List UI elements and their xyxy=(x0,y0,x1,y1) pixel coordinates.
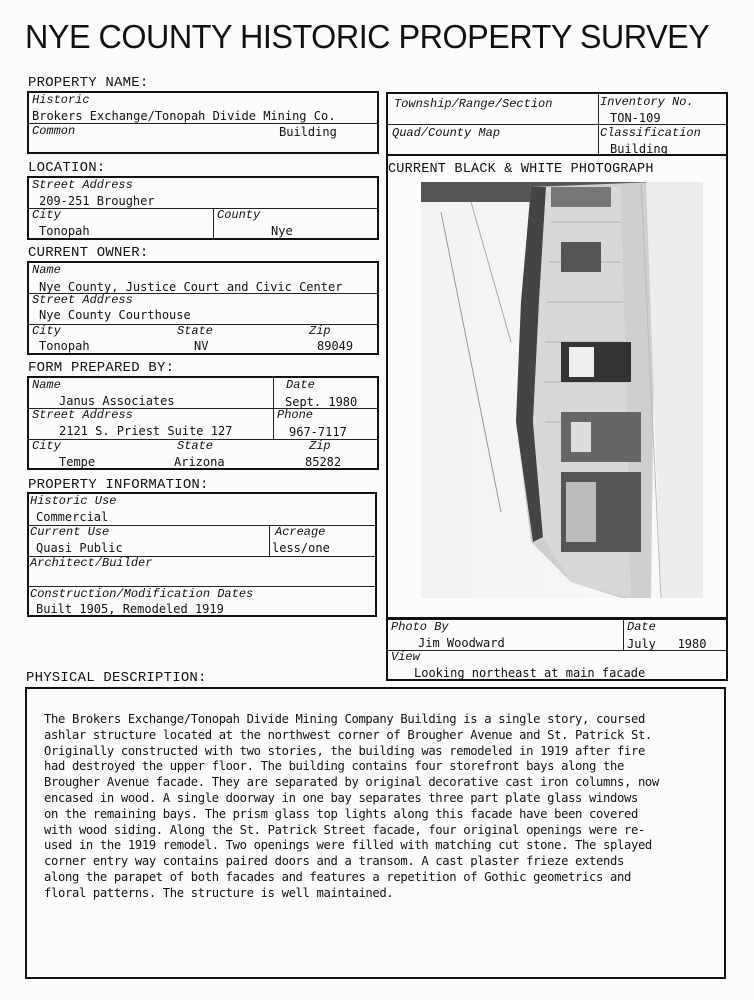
prepared-date-value: Sept. 1980 xyxy=(285,395,358,409)
owner-city-value: Tonopah xyxy=(39,339,90,353)
preparer-state-value: Arizona xyxy=(174,455,225,469)
location-heading: LOCATION: xyxy=(28,160,106,176)
historic-use-label: Historic Use xyxy=(30,494,117,508)
photo-date-label: Date xyxy=(627,620,656,634)
current-use-label: Current Use xyxy=(30,525,110,539)
location-box xyxy=(27,176,379,240)
quad-map-label: Quad/County Map xyxy=(392,126,501,140)
construction-dates-label: Construction/Modification Dates xyxy=(30,587,254,601)
city-value: Tonopah xyxy=(39,224,90,238)
preparer-zip-value: 85282 xyxy=(305,455,342,469)
preparer-city-value: Tempe xyxy=(59,455,96,469)
architect-label: Architect/Builder xyxy=(30,556,153,570)
property-name-box xyxy=(27,91,379,154)
preparer-zip-label: Zip xyxy=(309,439,331,453)
inventory-value: TON-109 xyxy=(610,111,661,125)
photograph-heading: CURRENT BLACK & WHITE PHOTOGRAPH xyxy=(388,162,654,177)
owner-name-label: Name xyxy=(32,263,61,277)
street-label: Street Address xyxy=(32,178,133,192)
photograph-box xyxy=(386,154,728,619)
preparer-name-value: Janus Associates xyxy=(59,394,175,408)
phone-label: Phone xyxy=(277,408,314,422)
property-info-heading: PROPERTY INFORMATION: xyxy=(28,477,209,493)
view-value: Looking northeast at main facade xyxy=(414,666,646,680)
preparer-state-label: State xyxy=(177,439,214,453)
owner-name-value: Nye County, Justice Court and Civic Center xyxy=(39,280,343,294)
owner-street-label: Street Address xyxy=(32,293,133,307)
inventory-label: Inventory No. xyxy=(600,95,694,109)
owner-box xyxy=(27,261,379,355)
view-label: View xyxy=(391,650,420,664)
photo-by-label: Photo By xyxy=(391,620,449,634)
owner-zip-label: Zip xyxy=(309,324,331,338)
preparer-street-label: Street Address xyxy=(32,408,133,422)
historic-name-value: Brokers Exchange/Tonopah Divide Mining Co. xyxy=(32,109,336,123)
property-info-box xyxy=(27,492,377,617)
street-value: 209-251 Brougher xyxy=(39,194,155,208)
owner-city-label: City xyxy=(32,324,61,338)
photo-date-value: July 1980 xyxy=(627,637,707,651)
phone-value: 967-7117 xyxy=(289,425,347,439)
acreage-value: less/one xyxy=(272,541,330,555)
physical-description-text: The Brokers Exchange/Tonopah Divide Mining Company Building is a single story, coursed ashlar structure located at the northwest corner of Brougher Avenue and St. Patrick St. Originally constructed with two stories, the building was remodeled in 1919 after fire had destroyed the upper floor. The building contains four storefront bays along the Brougher Avenue facade. They are separated by original decorative cast iron columns, now encased in wood. A single doorway in one bay separates three part plate glass windows on the remaining bays. The prism glass top lights along this facade have been covered with wood siding. Along the St. Patrick Street facade, four original openings were re- used in the 1919 remodel. Two openings were filled with matching cut stone. The splayed corner entry way contains paired doors and a transom. A cast plaster frieze extends along the parapet of both facades and features a repetition of Gothic geometrics and floral patterns. The structure is well maintained. xyxy=(44,712,659,900)
historic-label: Historic xyxy=(32,93,90,107)
owner-zip-value: 89049 xyxy=(317,339,354,353)
preparer-city-label: City xyxy=(32,439,61,453)
classification-label: Classification xyxy=(600,126,701,140)
common-name-value: Building xyxy=(279,125,337,139)
construction-dates-value: Built 1905, Remodeled 1919 xyxy=(36,602,224,616)
acreage-label: Acreage xyxy=(275,525,326,539)
preparer-street-value: 2121 S. Priest Suite 127 xyxy=(59,424,233,438)
city-label: City xyxy=(32,208,61,222)
prepared-by-heading: FORM PREPARED BY: xyxy=(28,360,175,376)
physical-description-heading: PHYSICAL DESCRIPTION: xyxy=(26,670,207,686)
preparer-name-label: Name xyxy=(32,378,61,392)
property-name-heading: PROPERTY NAME: xyxy=(28,75,149,91)
county-label: County xyxy=(217,208,261,222)
building-photograph xyxy=(421,182,703,598)
photo-by-value: Jim Woodward xyxy=(418,636,505,650)
prepared-by-box xyxy=(27,376,379,470)
current-use-value: Quasi Public xyxy=(36,541,123,555)
owner-street-value: Nye County Courthouse xyxy=(39,308,191,322)
survey-reference-box xyxy=(386,92,728,156)
common-label: Common xyxy=(32,124,76,138)
township-label: Township/Range/Section xyxy=(394,97,553,111)
owner-state-value: NV xyxy=(194,339,209,353)
form-title: NYE COUNTY HISTORIC PROPERTY SURVEY xyxy=(25,18,710,55)
photo-info-box xyxy=(386,618,728,681)
owner-state-label: State xyxy=(177,324,214,338)
historic-use-value: Commercial xyxy=(36,510,109,524)
county-value: Nye xyxy=(271,224,293,238)
classification-value: Building xyxy=(610,142,668,156)
owner-heading: CURRENT OWNER: xyxy=(28,245,149,261)
prepared-date-label: Date xyxy=(286,378,315,392)
